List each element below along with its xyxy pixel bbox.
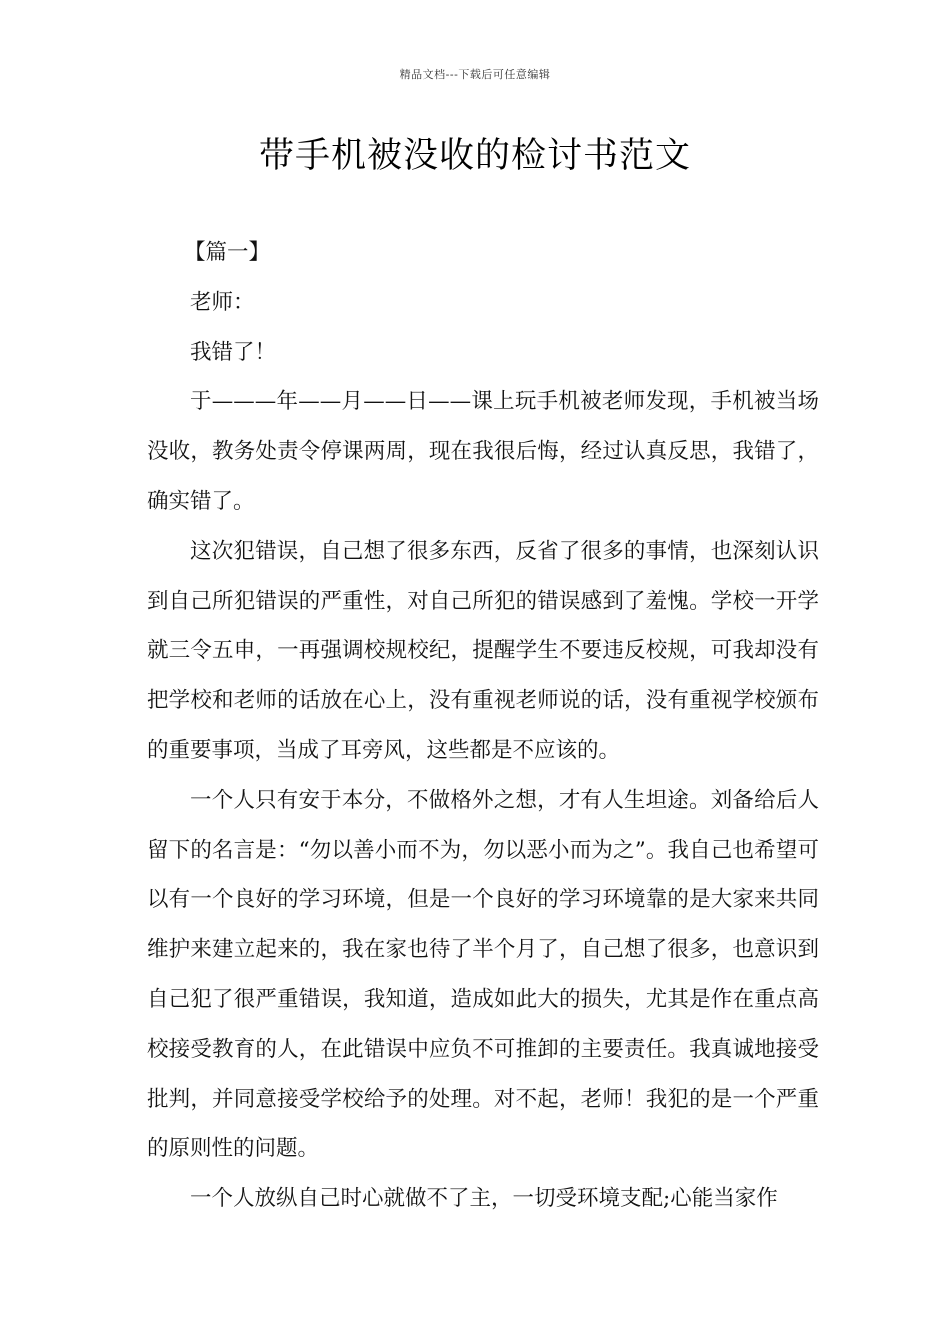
paragraph: 一个人只有安于本分，不做格外之想，才有人生坦途。刘备给后人留下的名言是：“勿以善小而不为，勿以恶小而为之”。我自己也希望可以有一个良好的学习环境，但是一个良好的学习环境靠的是大家来共同维护来建立起来的，我在家也待了半个月了，自己想了很多，也意识到自己犯了很严重错误，我知道，造成如此大的损失，尤其是作在重点高校接受教育的人，在此错误中应负不可推卸的主要责任。我真诚地接受批判，并同意接受学校给予的处理。对不起，老师！我犯的是一个严重的原则性的问题。 [147,787,819,1162]
page-header-note: 精品文档---下载后可任意编辑 [399,68,551,81]
document-title: 带手机被没收的检讨书范文 [258,136,691,176]
paragraph: 一个人放纵自己时心就做不了主，一切受环境支配;心能当家作 [190,1186,778,1212]
paragraph: 这次犯错误，自己想了很多东西，反省了很多的事情，也深刻认识到自己所犯错误的严重性，对自己所犯的错误感到了羞愧。学校一开学就三令五申，一再强调校规校纪，提醒学生不要违反校规，可我却没有把学校和老师的话放在心上，没有重视老师说的话，没有重视学校颁布的重要事项，当成了耳旁风，这些都是不应该的。 [147,538,819,763]
paragraph: 我错了！ [190,339,277,365]
document-body [147,228,819,1224]
section-label: 【篇一】 [184,240,271,265]
paragraph: 于———年——月——日——课上玩手机被老师发现，手机被当场没收，教务处责令停课两周，现在我很后悔，经过认真反思，我错了，确实错了。 [147,389,819,514]
salutation: 老师： [190,289,255,315]
